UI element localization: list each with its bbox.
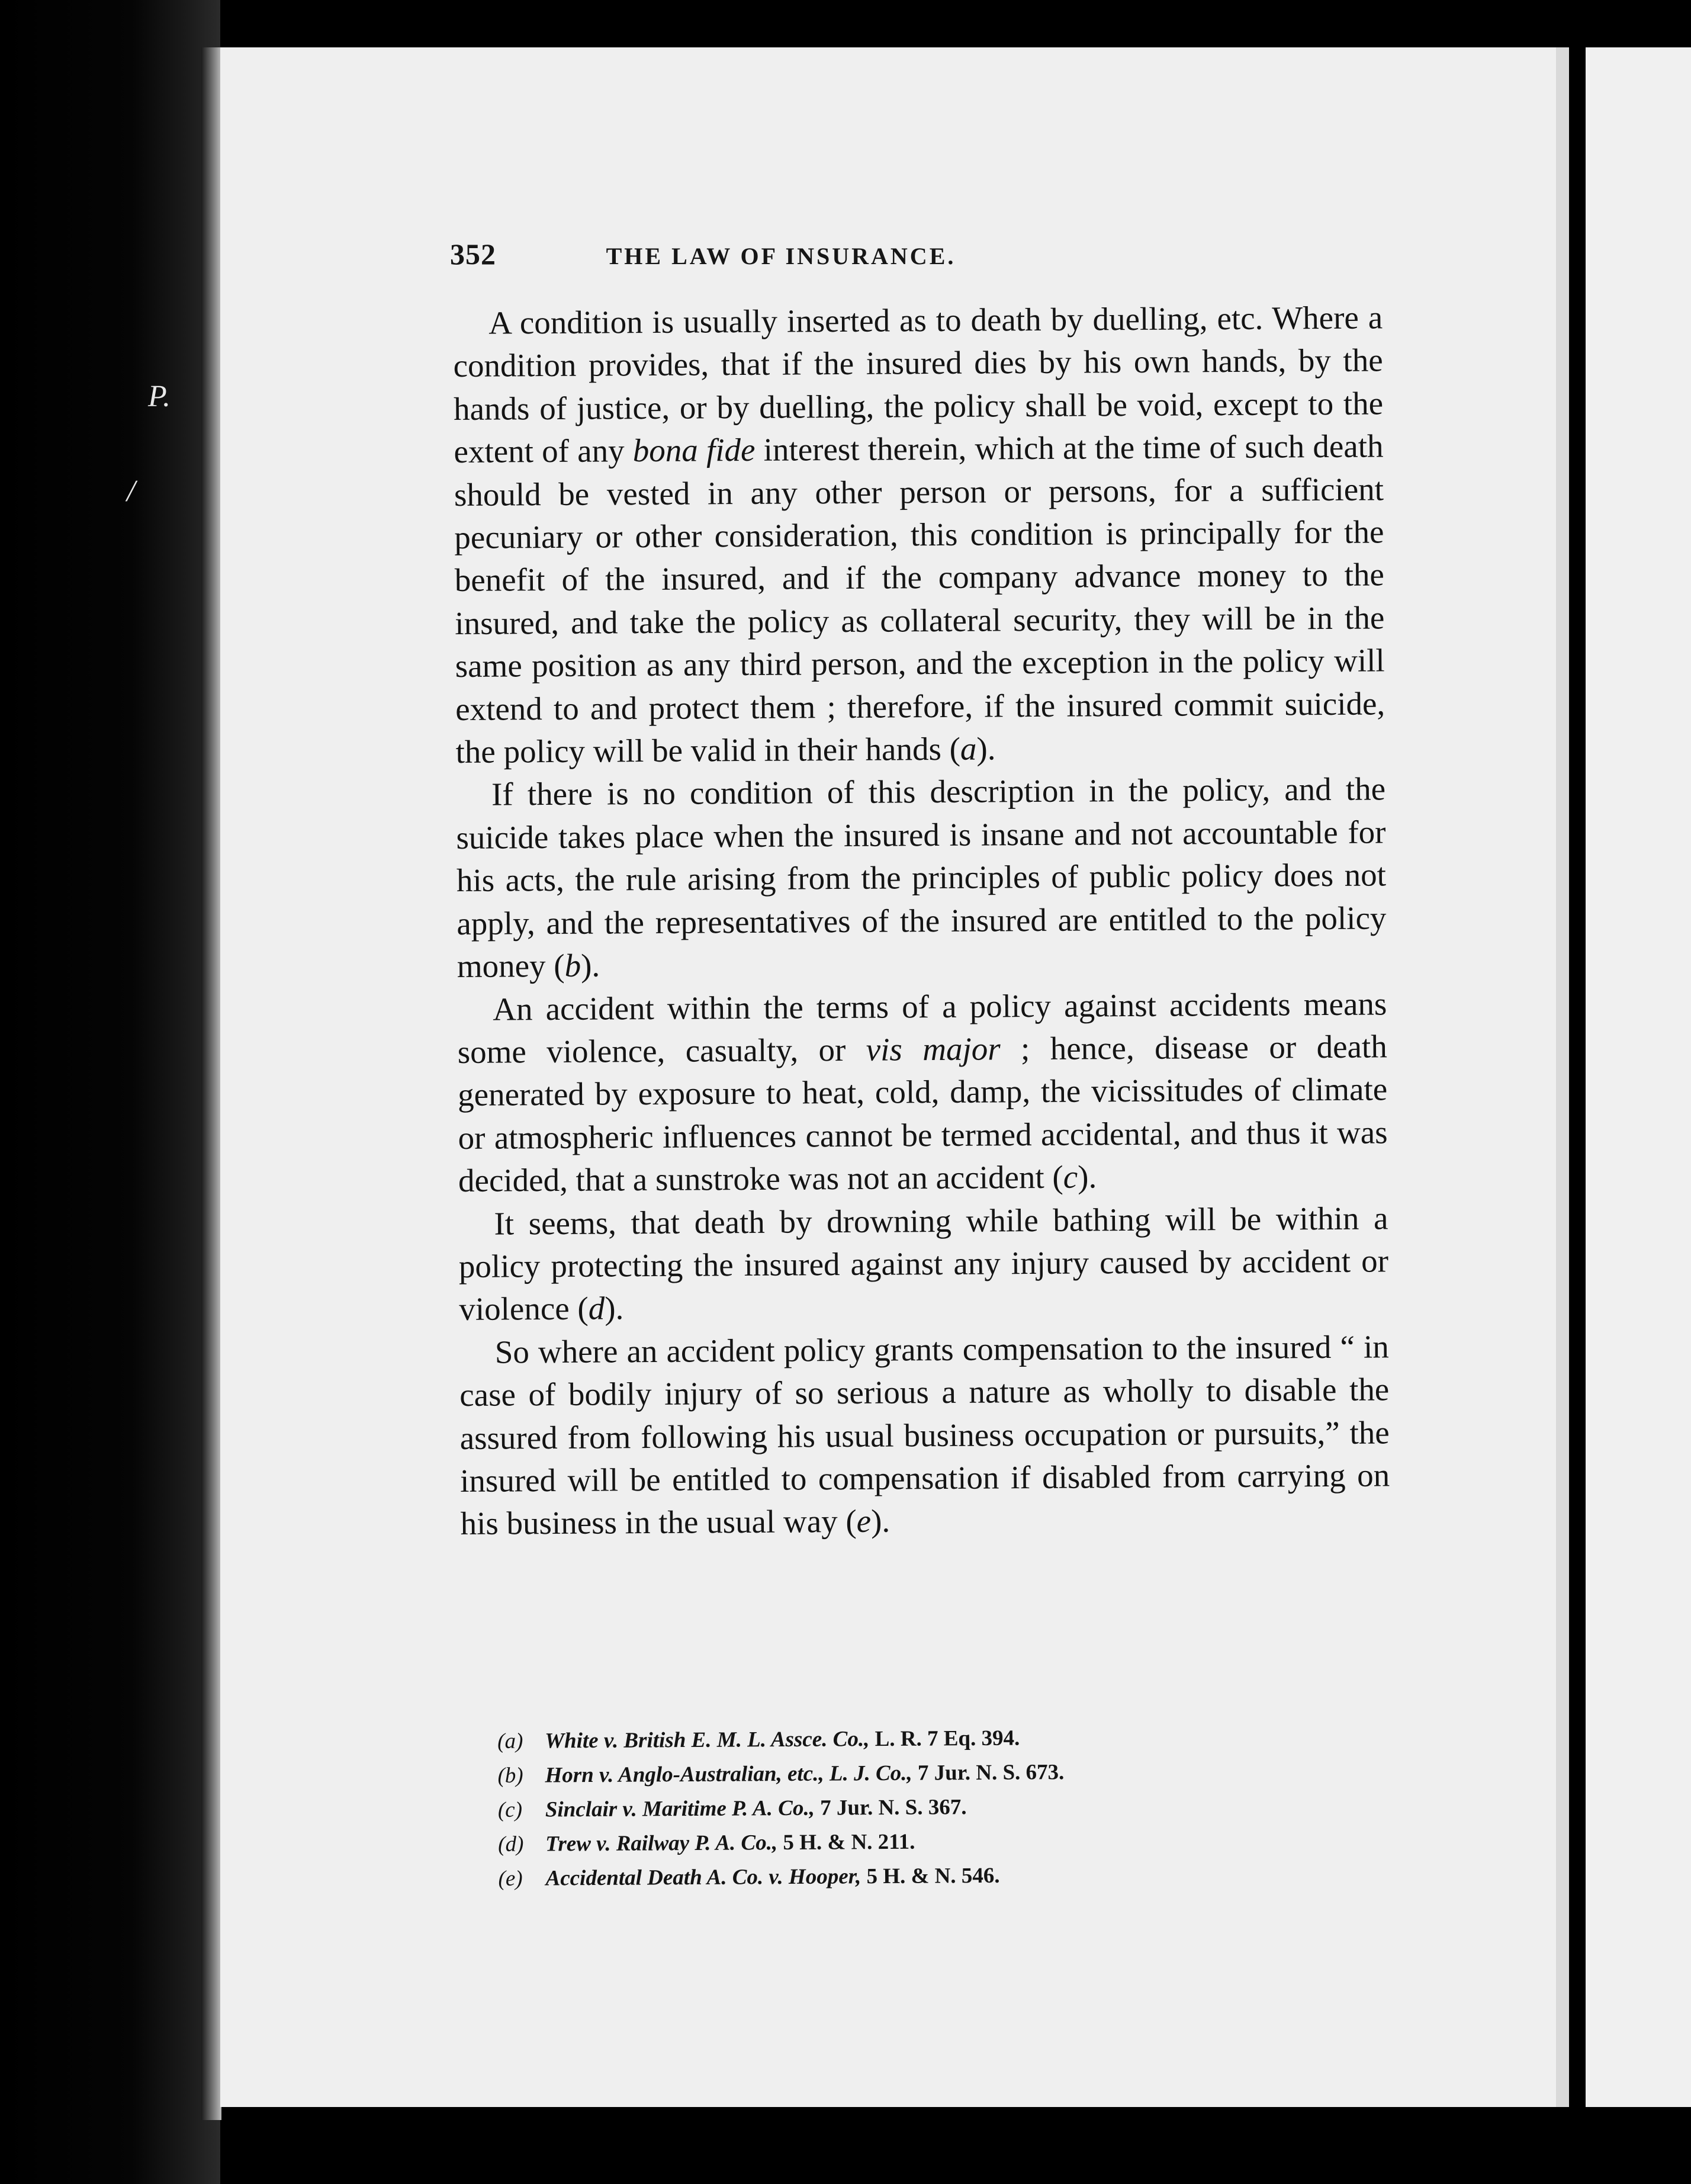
- p3-italic: vis major: [866, 1030, 1001, 1068]
- adjacent-page: [1586, 47, 1691, 2107]
- p4-text-a: It seems, that death by drowning while bathing will be within a policy protecting the insured against any injury caused by accident or violence (: [458, 1199, 1389, 1328]
- footnote-mark: (c): [497, 1797, 523, 1822]
- page-edge: [1556, 47, 1569, 2107]
- footnote-citation: L. R. 7 Eq. 394.: [869, 1726, 1020, 1752]
- page-gutter: [1569, 47, 1586, 2107]
- footnote-mark: (a): [497, 1729, 523, 1753]
- footnote-mark: (e): [498, 1866, 523, 1891]
- margin-mark-top: P.: [148, 380, 171, 413]
- p1-text-a: A condition is usually inserted as to death by duelling, etc. Where a condition provides, that if the insured dies by his own hands, by the hands of justice, or by duelling, the policy shall be void, except to the extent of any: [453, 299, 1384, 470]
- page-header: [450, 237, 1113, 271]
- paragraph-1: [453, 296, 1385, 773]
- binding-edge: [201, 47, 221, 2120]
- p4-footnote-ref: d: [588, 1290, 605, 1327]
- footnote-citation: 5 H. & N. 546.: [861, 1863, 1000, 1889]
- footnote: [498, 1788, 1327, 1828]
- running-head: THE LAW OF INSURANCE.: [606, 243, 956, 269]
- footnote: [497, 1719, 1326, 1759]
- paragraph-5: [459, 1325, 1390, 1546]
- footnote-case: Trew v. Railway P. A. Co.,: [545, 1830, 778, 1857]
- p3-text-b: ; hence, disease or death generated by exposure to heat, cold, damp, the vicissitudes of climate or atmospheric influences cannot be termed accidental, and thus it was decided, that a sunstroke was not an accident (: [457, 1028, 1388, 1199]
- footnote-case: White v. British E. M. L. Assce. Co.,: [545, 1727, 870, 1753]
- p1-italic: bona fide: [632, 432, 756, 469]
- margin-mark-bottom: /: [127, 474, 136, 508]
- page-number: 352: [450, 237, 496, 271]
- footnote: [498, 1857, 1327, 1896]
- p2-text-a: If there is no condition of this description in the policy, and the suicide takes place when the insured is insane and not accountable for his acts, the rule arising from the principles of public policy does not apply, and the representatives of the insured are entitled to the policy money (: [456, 770, 1387, 985]
- footnote-citation: 5 H. & N. 211.: [777, 1829, 915, 1855]
- book-binding: [0, 0, 220, 2184]
- p3-text-a: An accident within the terms of a policy against accidents means some violence, casualty, or: [457, 985, 1387, 1070]
- body-text: [453, 296, 1390, 1545]
- p5-text-a: So where an accident policy grants compensation to the insured “ in case of bodily injury of so serious a nature as wholly to disable the assured from following his usual business occupation or pursuits,” the insured will be entitled to compensation if disabled from carrying on his business in the usual way (: [459, 1328, 1390, 1542]
- footnote: [497, 1753, 1326, 1793]
- footnote-case: Horn v. Anglo-Australian, etc., L. J. Co.,: [545, 1761, 912, 1788]
- p1-text-c: ).: [976, 730, 996, 767]
- footnote-case: Accidental Death A. Co. v. Hooper,: [545, 1864, 861, 1891]
- p5-footnote-ref: e: [856, 1503, 872, 1540]
- footnote-mark: (b): [497, 1763, 523, 1788]
- p1-text-b: interest therein, which at the time of such death should be vested in any other person or persons, for a sufficient pecuniary or other consideration, this condition is principally for the benefit of the insured, and if the company advance money to the insured, and take the policy as collateral security, they will be in the same position as any third person, and the exception in the policy will extend to and protect them ; therefore, if the insured commit suicide, the policy will be valid in their hands (: [454, 428, 1385, 770]
- p2-text-c: ).: [580, 947, 600, 984]
- p1-footnote-ref: a: [960, 730, 977, 767]
- paragraph-4: [458, 1197, 1388, 1331]
- footnote-mark: (d): [498, 1832, 524, 1857]
- p5-text-c: ).: [870, 1502, 890, 1540]
- footnote-citation: 7 Jur. N. S. 673.: [912, 1760, 1065, 1785]
- p3-footnote-ref: c: [1063, 1158, 1078, 1195]
- p3-text-c: ).: [1077, 1158, 1097, 1195]
- p4-text-c: ).: [605, 1290, 624, 1327]
- footnote-citation: 7 Jur. N. S. 367.: [814, 1795, 967, 1820]
- footnotes: [497, 1719, 1327, 1896]
- paragraph-3: [457, 982, 1388, 1203]
- footnote-case: Sinclair v. Maritime P. A. Co.,: [545, 1796, 815, 1822]
- paragraph-2: [456, 768, 1387, 988]
- footnote: [498, 1822, 1327, 1862]
- p2-footnote-ref: b: [564, 947, 581, 984]
